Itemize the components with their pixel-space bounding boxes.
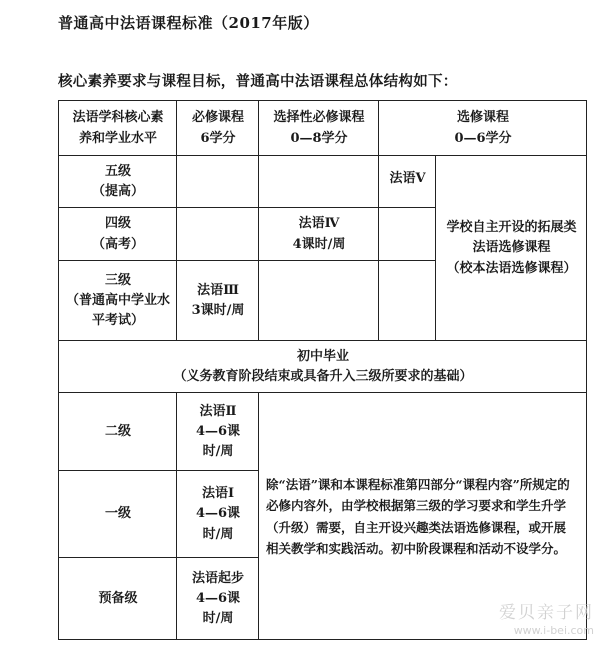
junior-note: 除“法语”课和本课程标准第四部分“课程内容”所规定的必修内容外，由学校根据第三级的学习要求和学生升学（升级）需要，自主开设兴趣类法语选修课程，或开展相关教学和实践活动。初中阶段课程和活动不设学分。: [266, 477, 570, 556]
french-start-cell: 法语起步 4—6课时/周: [192, 570, 245, 627]
document-title: 普通高中法语课程标准（2017年版）: [58, 14, 319, 32]
header-elective: 选修课程 0—6学分: [454, 110, 512, 146]
level-2: 二级: [104, 423, 131, 439]
watermark-url: www.i-bei.com: [513, 623, 594, 637]
level-1: 一级: [104, 506, 131, 522]
junior-graduation: 初中毕业 （义务教育阶段结束或具备升入三级所要求的基础）: [173, 348, 473, 384]
french-4-cell: 法语Ⅳ 4课时/周: [292, 216, 346, 252]
intro-text: 核心素养要求与课程目标，普通高中法语课程总体结构如下：: [58, 73, 458, 90]
header-selective-compulsory: 选择性必修课程 0—8学分: [273, 110, 365, 146]
watermark: [499, 602, 594, 638]
level-prep: 预备级: [98, 590, 138, 606]
elective-note: 学校自主开设的拓展类法语选修课程 （校本法语选修课程）: [446, 220, 577, 276]
curriculum-table: [58, 100, 587, 640]
french-2-cell: 法语Ⅱ 4—6课时/周: [195, 403, 241, 460]
header-levels: 法语学科核心素养和学业水平: [72, 110, 164, 146]
level-4: 四级 （高考）: [91, 216, 144, 252]
french-5-cell: 法语Ⅴ: [389, 171, 426, 186]
level-5: 五级 （提高）: [91, 163, 144, 199]
header-compulsory: 必修课程 6学分: [191, 110, 244, 146]
watermark-name: 爱贝亲子网: [499, 602, 594, 623]
french-1-cell: 法语Ⅰ 4—6课时/周: [195, 486, 241, 542]
french-3-cell: 法语Ⅲ 3课时/周: [191, 282, 245, 318]
level-3: 三级 （普通高中学业水平考试）: [66, 272, 171, 329]
